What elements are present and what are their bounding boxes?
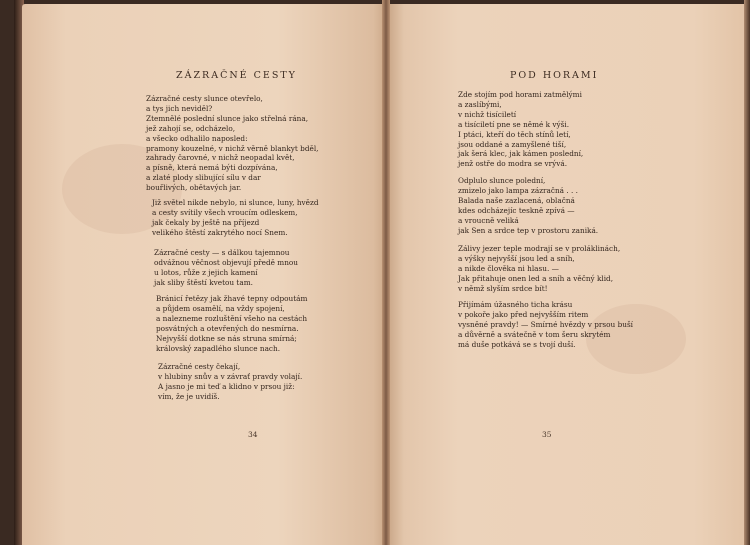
- stanza: [152, 198, 319, 238]
- poem-line: a výšky nejvyšší jsou led a sníh,: [458, 253, 575, 263]
- poem-line: Nejvyšší dotkne se nás struna smírná;: [156, 333, 297, 343]
- poem-line: A jasno je mi teď a klidno v prsou již:: [158, 381, 295, 391]
- poem-line: zahrady čarovné, v nichž neopadal květ,: [146, 153, 295, 163]
- stanza: [458, 90, 583, 169]
- poem-line: a písně, která nemá býti dozpívána,: [146, 163, 278, 173]
- poem-line: Zázračné cesty slunce otevřelo,: [146, 94, 263, 103]
- poem-line: a půjdem osamělí, na vždy spojení,: [156, 303, 285, 313]
- poem-line: a všecko odhalilo naposled:: [146, 133, 248, 143]
- poem-title: ZÁZRAČNÉ CESTY: [176, 70, 297, 81]
- poem-line: a cesty svítily všech vroucím odleskem,: [152, 207, 298, 217]
- right-page: [386, 4, 748, 545]
- stanza: [458, 176, 598, 235]
- poem-line: a vroucně veliká: [458, 215, 519, 225]
- book-edge-right: [744, 0, 750, 545]
- poem-line: velikého štěstí zakrytého nocí Snem.: [152, 227, 288, 237]
- poem-line: Ztemnělé poslední slunce jako střelná rána,: [146, 113, 309, 123]
- poem-line: bouřlivých, obětavých jar.: [146, 183, 242, 193]
- poem-line: zmizelo jako lampa zázračná . . .: [458, 185, 578, 195]
- stanza: [156, 294, 307, 353]
- poem-line: pramony kouzelné, v nichž věrně blankyt bděl,: [146, 143, 319, 153]
- poem-line: Přijímám úžasného ticha krásu: [458, 300, 573, 309]
- poem-line: jenž ostře do modra se vrývá.: [458, 159, 568, 169]
- poem-line: jak šerá klec, jak kámen poslední,: [458, 149, 584, 159]
- page-number: 34: [248, 430, 258, 439]
- stanza: [154, 248, 298, 288]
- poem-line: a tisíciletí pne se němé k výši.: [458, 119, 570, 129]
- poem-line: vím, že je uvidíš.: [158, 391, 220, 401]
- poem-line: jak sliby štěstí kvetou tam.: [154, 277, 253, 287]
- poem-line: Jak přitahuje onen led a sníh a věčný klid,: [458, 273, 614, 283]
- stanza: [458, 300, 633, 350]
- poem-line: a nalezneme rozluštění všeho na cestách: [156, 313, 308, 323]
- poem-line: vysněné pravdy! — Smírné hvězdy v prsou buší: [458, 319, 634, 329]
- poem-line: jak čekaly by ještě na příjezd: [152, 217, 260, 227]
- poem-line: v nichž tisíciletí: [458, 109, 517, 119]
- poem-line: u lotos, růže z jejich kamení: [154, 267, 258, 277]
- book-gutter: [382, 0, 390, 545]
- stanza: [158, 362, 302, 402]
- poem-line: Zázračné cesty čekají,: [158, 362, 241, 371]
- page-number: 35: [542, 430, 552, 439]
- poem-line: v němž slyším srdce bít!: [458, 283, 548, 293]
- poem-line: jsou oddané a zamyšlené tiší,: [458, 139, 567, 149]
- poem-line: a zlaté plody slibující sílu v dar: [146, 173, 261, 183]
- stanza: [146, 94, 319, 193]
- poem-line: kdes odcházejíc teskně zpívá —: [458, 205, 575, 215]
- poem-line: posvátných a otevřených do nesmírna.: [156, 323, 299, 333]
- poem-line: v hlubiny snův a v závrať pravdy volají.: [158, 371, 303, 381]
- stanza: [458, 244, 620, 294]
- poem-line: Již světel nikde nebylo, ni slunce, luny, hvězd: [152, 198, 319, 207]
- poem-line: jak Sen a srdce tep v prostoru zaniká.: [458, 225, 599, 235]
- poem-line: má duše potkává se s tvojí duší.: [458, 339, 576, 349]
- poem-line: Zde stojím pod horami zatmělými: [458, 90, 582, 99]
- poem-line: Bránicí řetězy jak žhavé tepny odpoutám: [156, 294, 308, 303]
- poem-line: Zázračné cesty — s dálkou tajemnou: [154, 248, 290, 257]
- poem-line: odvážnou věčnost objevují předě mnou: [154, 257, 298, 267]
- poem-line: jež zahojí se, odcházelo,: [146, 123, 236, 133]
- poem-line: Odplulo slunce polední,: [458, 176, 546, 185]
- left-page: [22, 4, 388, 545]
- poem-line: a důvěrně a svátečně v tom šeru skrytém: [458, 329, 611, 339]
- poem-title: POD HORAMI: [510, 70, 599, 81]
- poem-line: Balada naše zazlacená, oblačná: [458, 195, 575, 205]
- poem-line: a tys jich neviděl?: [146, 103, 213, 113]
- poem-line: královský zapadlého slunce nach.: [156, 343, 281, 353]
- poem-line: v pokoře jako před nejvyšším ritem: [458, 309, 589, 319]
- poem-line: a nikde člověka ni hlasu. —: [458, 263, 559, 273]
- poem-line: I ptáci, kteří do těch stínů letí,: [458, 129, 571, 139]
- poem-line: a zaslíbými,: [458, 99, 502, 109]
- poem-line: Zálivy jezer teple modrají se v proláklinách,: [458, 244, 621, 253]
